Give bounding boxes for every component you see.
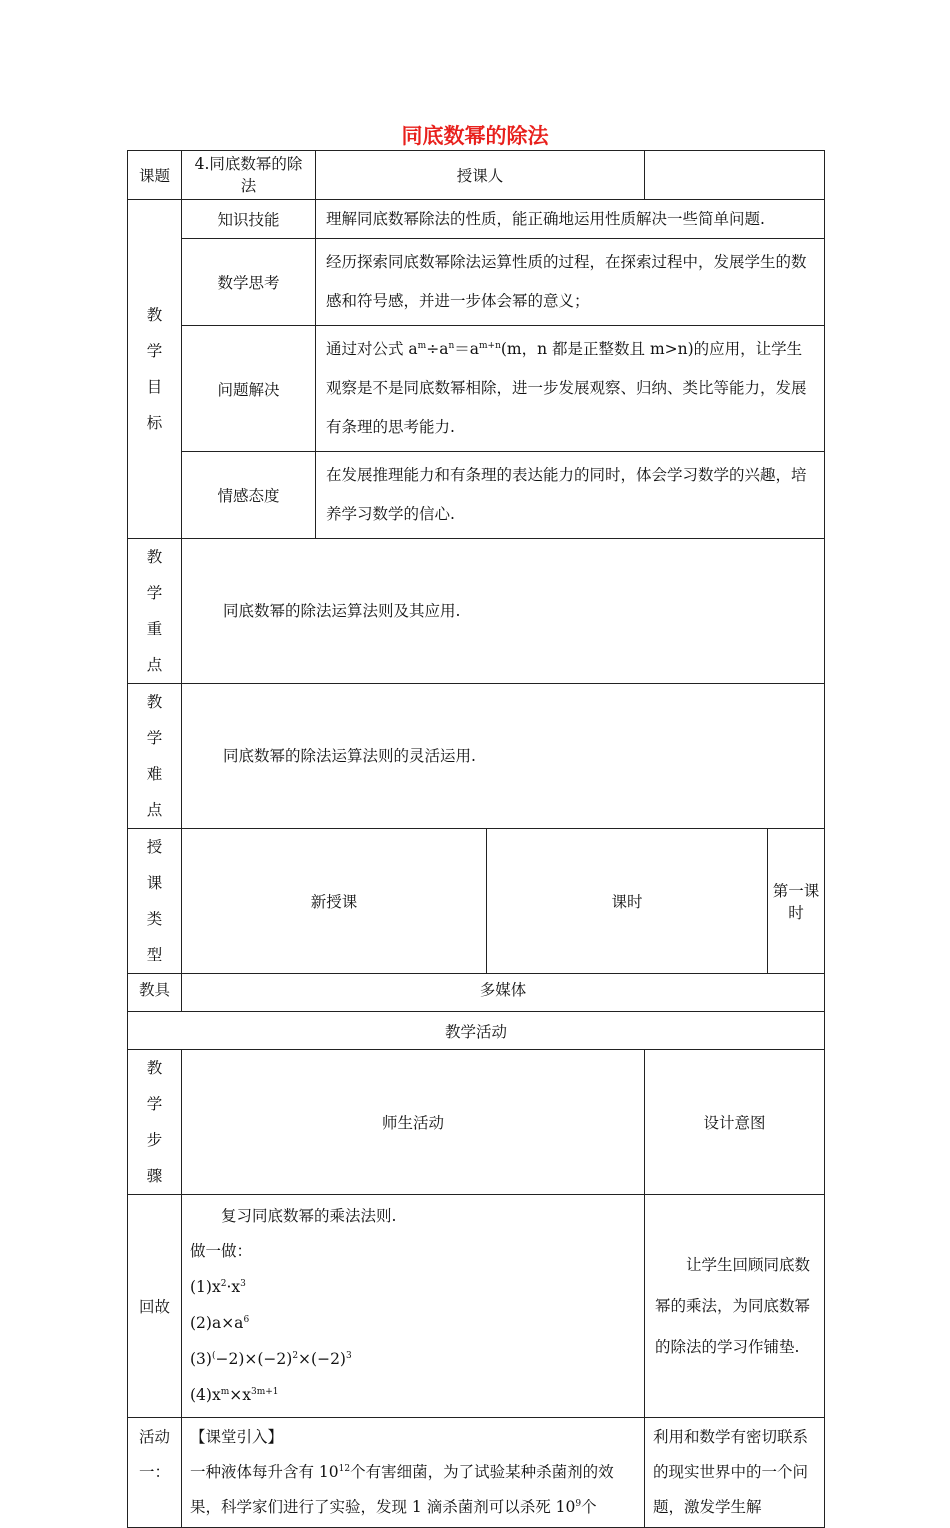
row-review	[128, 1195, 825, 1418]
difficulty-text: 同底数幂的除法运算法则的灵活运用.	[182, 684, 825, 829]
page-title: 同底数幂的除法	[401, 124, 549, 148]
key-point-text: 同底数幂的除法运算法则及其应用.	[182, 539, 825, 684]
row-key-point	[128, 539, 825, 684]
objective-name: 情感态度	[182, 452, 316, 539]
lesson-plan-table	[127, 150, 825, 1528]
period-label: 课时	[487, 829, 768, 974]
topic-value: 4.同底数幂的除法	[182, 151, 316, 200]
review-line: 复习同底数幂的乘法法则.	[221, 1207, 397, 1225]
activity1-content	[182, 1418, 645, 1528]
row-objective-attitude	[128, 452, 825, 539]
lesson-type-label: 授课类型	[128, 829, 182, 974]
lesson-type-value: 新授课	[182, 829, 487, 974]
row-difficulty	[128, 684, 825, 829]
row-activity1	[128, 1418, 825, 1528]
difficulty-label: 教学难点	[128, 684, 182, 829]
period-value: 第一课时	[768, 829, 825, 974]
review-intent: 让学生回顾同底数幂的乘法，为同底数幂的除法的学习作铺垫.	[645, 1195, 825, 1418]
activity-heading: 师生活动	[182, 1050, 645, 1195]
exercise-1: $(1)x^2\cdot x^3$	[190, 1278, 246, 1296]
objective-name: 数学思考	[182, 239, 316, 326]
key-point-label: 教学重点	[128, 539, 182, 684]
activity1-label: 活动一：	[128, 1418, 182, 1528]
activity1-intent: 利用和数学有密切联系的现实世界中的一个问题，激发学生解	[645, 1418, 825, 1528]
activity1-paragraph: 一种液体每升含有 $10^{12}$个有害细菌，为了试验某种杀菌剂的效果，科学家们进行了实验，发现 1 滴杀菌剂可以杀死 $10^9$个	[190, 1463, 614, 1516]
tools-label: 教具	[128, 974, 182, 1012]
row-steps-header	[128, 1050, 825, 1195]
row-lesson-type	[128, 829, 825, 974]
objective-name: 知识技能	[182, 200, 316, 239]
row-topic	[128, 151, 825, 200]
row-objective-knowledge	[128, 200, 825, 239]
review-label: 回故	[128, 1195, 182, 1418]
objective-text: 经历探索同底数幂除法运算性质的过程，在探索过程中，发展学生的数感和符号感，并进一步体会幂的意义；	[316, 239, 825, 326]
exercise-2: $(2)a\times a^6$	[190, 1314, 250, 1332]
topic-label: 课题	[128, 151, 182, 200]
intent-heading: 设计意图	[645, 1050, 825, 1195]
objective-text: 通过对公式 $a^m\div a^n=a^{m+n}(m$，n 都是正整数且 m>n)的应用，让学生观察是不是同底数幂相除，进一步发展观察、归纳、类比等能力，发展有条理的思考能力.	[316, 326, 825, 452]
objective-text: 在发展推理能力和有条理的表达能力的同时，体会学习数学的兴趣，培养学习数学的信心.	[316, 452, 825, 539]
activities-heading: 教学活动	[128, 1012, 825, 1050]
objective-text: 理解同底数幂除法的性质，能正确地运用性质解决一些简单问题.	[316, 200, 825, 239]
row-activities-heading	[128, 1012, 825, 1050]
teacher-value	[645, 151, 825, 200]
tools-value: 多媒体	[182, 974, 825, 1012]
objective-name: 问题解决	[182, 326, 316, 452]
exercise-4: $(4)x^m\times x^{3m+1}$	[190, 1386, 279, 1404]
steps-label: 教学步骤	[128, 1050, 182, 1195]
activity1-heading: 【课堂引入】	[190, 1428, 284, 1446]
row-objective-thinking	[128, 239, 825, 326]
objectives-label: 教学目标	[128, 200, 182, 539]
review-line: 做一做：	[190, 1242, 253, 1260]
review-content	[182, 1195, 645, 1418]
row-objective-problem	[128, 326, 825, 452]
teacher-label: 授课人	[316, 151, 645, 200]
row-tools	[128, 974, 825, 1012]
exercise-3: $(3)^(-2)\times(-2)^2\times(-2)^3$	[190, 1350, 352, 1368]
